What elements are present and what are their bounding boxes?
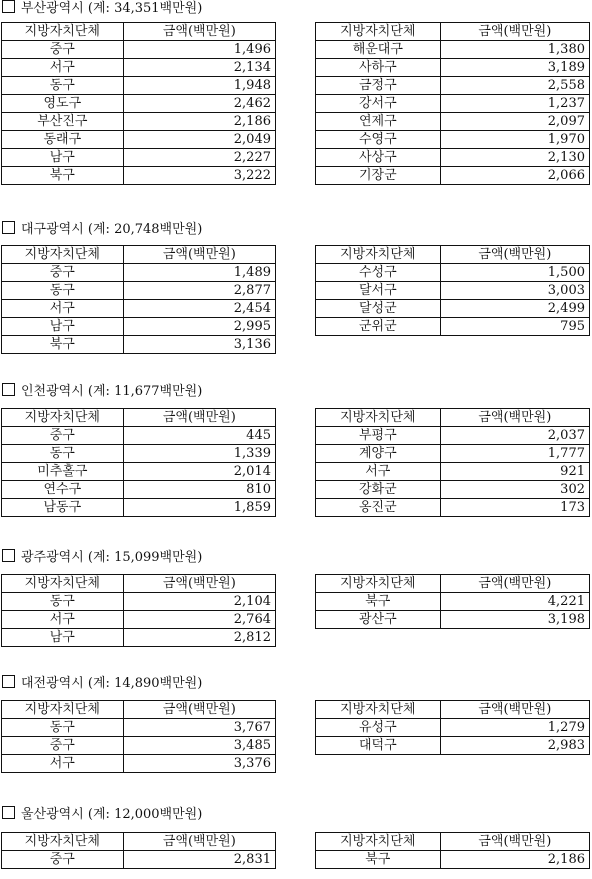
table-row	[316, 300, 590, 318]
column-header-amount: 금액(백만원)	[440, 409, 589, 427]
municipality-name: 달서구	[316, 282, 441, 300]
table-row	[316, 59, 590, 77]
municipality-name: 유성구	[316, 719, 441, 737]
table-row	[2, 719, 276, 737]
table-row	[316, 95, 590, 113]
amount-value: 2,983	[440, 737, 589, 755]
table-row	[316, 131, 590, 149]
amount-value: 2,066	[440, 167, 589, 185]
municipality-name: 영도구	[2, 95, 124, 113]
municipality-name: 북구	[2, 336, 124, 354]
municipality-name: 강화군	[316, 481, 441, 499]
municipality-name: 중구	[2, 851, 124, 869]
municipality-name: 수영구	[316, 131, 441, 149]
table-row	[316, 445, 590, 463]
region-table-right	[315, 574, 590, 629]
column-header-amount: 금액(백만원)	[123, 409, 275, 427]
region-table-right	[315, 245, 590, 336]
column-header-name: 지방자치단체	[316, 701, 441, 719]
table-header-row	[316, 246, 590, 264]
table-row	[2, 41, 276, 59]
amount-value: 2,014	[123, 463, 275, 481]
section-title	[2, 806, 202, 824]
municipality-name: 동구	[2, 593, 124, 611]
amount-value: 2,186	[123, 113, 275, 131]
column-header-amount: 금액(백만원)	[123, 701, 275, 719]
column-header-amount: 금액(백만원)	[123, 575, 275, 593]
column-header-name: 지방자치단체	[2, 833, 124, 851]
table-row	[2, 755, 276, 773]
column-header-name: 지방자치단체	[2, 575, 124, 593]
amount-value: 1,777	[440, 445, 589, 463]
checkbox-icon	[2, 383, 15, 396]
table-row	[2, 629, 276, 647]
region-table-left	[1, 700, 276, 773]
table-row	[2, 427, 276, 445]
municipality-name: 옹진군	[316, 499, 441, 517]
municipality-name: 사하구	[316, 59, 441, 77]
municipality-name: 계양구	[316, 445, 441, 463]
amount-value: 2,134	[123, 59, 275, 77]
table-row	[2, 77, 276, 95]
table-row	[2, 167, 276, 185]
region-table-right	[315, 700, 590, 755]
amount-value: 2,462	[123, 95, 275, 113]
amount-value: 2,130	[440, 149, 589, 167]
municipality-name: 중구	[2, 41, 124, 59]
amount-value: 1,496	[123, 41, 275, 59]
column-header-name: 지방자치단체	[2, 246, 124, 264]
checkbox-icon	[2, 806, 15, 819]
table-row	[316, 463, 590, 481]
amount-value: 173	[440, 499, 589, 517]
amount-value: 1,279	[440, 719, 589, 737]
municipality-name: 기장군	[316, 167, 441, 185]
region-table-left	[1, 22, 276, 185]
column-header-amount: 금액(백만원)	[440, 575, 589, 593]
municipality-name: 동구	[2, 77, 124, 95]
table-row	[2, 113, 276, 131]
municipality-name: 북구	[316, 593, 441, 611]
section-title-text: 부산광역시 (계: 34,351백만원)	[21, 1, 203, 16]
municipality-name: 동구	[2, 445, 124, 463]
table-row	[316, 318, 590, 336]
column-header-amount: 금액(백만원)	[123, 23, 275, 41]
table-row	[316, 113, 590, 131]
table-row	[2, 445, 276, 463]
table-row	[2, 59, 276, 77]
table-row	[316, 149, 590, 167]
table-row	[316, 593, 590, 611]
table-row	[2, 851, 276, 869]
region-table-right	[315, 832, 590, 869]
municipality-name: 서구	[2, 300, 124, 318]
table-row	[316, 41, 590, 59]
amount-value: 921	[440, 463, 589, 481]
amount-value: 2,995	[123, 318, 275, 336]
amount-value: 3,376	[123, 755, 275, 773]
amount-value: 2,104	[123, 593, 275, 611]
table-row	[316, 851, 590, 869]
amount-value: 3,485	[123, 737, 275, 755]
column-header-amount: 금액(백만원)	[123, 833, 275, 851]
checkbox-icon	[2, 675, 15, 688]
table-row	[2, 593, 276, 611]
table-row	[2, 131, 276, 149]
municipality-name: 부산진구	[2, 113, 124, 131]
municipality-name: 북구	[2, 167, 124, 185]
section-title	[2, 221, 202, 239]
column-header-name: 지방자치단체	[316, 409, 441, 427]
table-row	[316, 499, 590, 517]
table-header-row	[2, 701, 276, 719]
amount-value: 1,380	[440, 41, 589, 59]
table-row	[2, 481, 276, 499]
amount-value: 2,877	[123, 282, 275, 300]
municipality-name: 대덕구	[316, 737, 441, 755]
checkbox-icon	[2, 549, 15, 562]
column-header-amount: 금액(백만원)	[440, 23, 589, 41]
section-title	[2, 0, 202, 18]
municipality-name: 동래구	[2, 131, 124, 149]
municipality-name: 북구	[316, 851, 441, 869]
table-row	[316, 282, 590, 300]
table-row	[316, 481, 590, 499]
table-header-row	[316, 23, 590, 41]
municipality-name: 중구	[2, 737, 124, 755]
amount-value: 2,049	[123, 131, 275, 149]
table-row	[2, 282, 276, 300]
amount-value: 3,767	[123, 719, 275, 737]
column-header-name: 지방자치단체	[2, 701, 124, 719]
amount-value: 2,227	[123, 149, 275, 167]
region-table-left	[1, 245, 276, 354]
amount-value: 810	[123, 481, 275, 499]
column-header-amount: 금액(백만원)	[440, 246, 589, 264]
municipality-name: 서구	[2, 755, 124, 773]
table-header-row	[316, 833, 590, 851]
section-title-text: 광주광역시 (계: 15,099백만원)	[21, 550, 203, 565]
municipality-name: 사상구	[316, 149, 441, 167]
column-header-name: 지방자치단체	[316, 833, 441, 851]
column-header-name: 지방자치단체	[316, 23, 441, 41]
municipality-name: 서구	[316, 463, 441, 481]
municipality-name: 서구	[2, 59, 124, 77]
amount-value: 302	[440, 481, 589, 499]
table-row	[316, 77, 590, 95]
municipality-name: 금정구	[316, 77, 441, 95]
section-title-text: 대구광역시 (계: 20,748백만원)	[21, 222, 203, 237]
table-row	[2, 611, 276, 629]
table-row	[316, 427, 590, 445]
municipality-name: 남동구	[2, 499, 124, 517]
amount-value: 1,489	[123, 264, 275, 282]
municipality-name: 동구	[2, 282, 124, 300]
amount-value: 1,237	[440, 95, 589, 113]
checkbox-icon	[2, 0, 15, 13]
table-row	[316, 737, 590, 755]
table-header-row	[316, 575, 590, 593]
amount-value: 2,499	[440, 300, 589, 318]
section-title-text: 대전광역시 (계: 14,890백만원)	[21, 676, 203, 691]
amount-value: 2,812	[123, 629, 275, 647]
municipality-name: 중구	[2, 427, 124, 445]
column-header-name: 지방자치단체	[316, 575, 441, 593]
amount-value: 1,970	[440, 131, 589, 149]
amount-value: 2,764	[123, 611, 275, 629]
checkbox-icon	[2, 221, 15, 234]
table-row	[316, 611, 590, 629]
region-table-left	[1, 832, 276, 869]
municipality-name: 부평구	[316, 427, 441, 445]
column-header-amount: 금액(백만원)	[440, 833, 589, 851]
municipality-name: 서구	[2, 611, 124, 629]
municipality-name: 달성군	[316, 300, 441, 318]
municipality-name: 연제구	[316, 113, 441, 131]
municipality-name: 수성구	[316, 264, 441, 282]
amount-value: 4,221	[440, 593, 589, 611]
amount-value: 3,136	[123, 336, 275, 354]
table-row	[2, 463, 276, 481]
municipality-name: 해운대구	[316, 41, 441, 59]
column-header-name: 지방자치단체	[2, 23, 124, 41]
amount-value: 1,500	[440, 264, 589, 282]
table-row	[316, 719, 590, 737]
table-header-row	[2, 833, 276, 851]
table-row	[2, 300, 276, 318]
amount-value: 795	[440, 318, 589, 336]
section-title	[2, 383, 202, 401]
column-header-amount: 금액(백만원)	[440, 701, 589, 719]
amount-value: 2,097	[440, 113, 589, 131]
table-header-row	[2, 575, 276, 593]
municipality-name: 강서구	[316, 95, 441, 113]
table-row	[2, 318, 276, 336]
amount-value: 2,454	[123, 300, 275, 318]
section-title	[2, 675, 202, 693]
region-table-right	[315, 22, 590, 185]
amount-value: 2,186	[440, 851, 589, 869]
amount-value: 2,831	[123, 851, 275, 869]
column-header-name: 지방자치단체	[316, 246, 441, 264]
column-header-amount: 금액(백만원)	[123, 246, 275, 264]
table-header-row	[2, 23, 276, 41]
amount-value: 445	[123, 427, 275, 445]
table-header-row	[316, 409, 590, 427]
table-row	[2, 264, 276, 282]
municipality-name: 광산구	[316, 611, 441, 629]
table-row	[2, 499, 276, 517]
table-header-row	[2, 246, 276, 264]
amount-value: 3,222	[123, 167, 275, 185]
municipality-name: 군위군	[316, 318, 441, 336]
municipality-name: 미추홀구	[2, 463, 124, 481]
municipality-name: 남구	[2, 149, 124, 167]
municipality-name: 중구	[2, 264, 124, 282]
municipality-name: 남구	[2, 318, 124, 336]
municipality-name: 연수구	[2, 481, 124, 499]
municipality-name: 남구	[2, 629, 124, 647]
table-row	[316, 264, 590, 282]
amount-value: 3,189	[440, 59, 589, 77]
amount-value: 1,948	[123, 77, 275, 95]
region-table-left	[1, 574, 276, 647]
amount-value: 3,003	[440, 282, 589, 300]
region-table-right	[315, 408, 590, 517]
municipality-name: 동구	[2, 719, 124, 737]
table-row	[2, 336, 276, 354]
section-title	[2, 549, 202, 567]
table-row	[2, 149, 276, 167]
region-table-left	[1, 408, 276, 517]
table-row	[316, 167, 590, 185]
section-title-text: 울산광역시 (계: 12,000백만원)	[21, 807, 203, 822]
column-header-name: 지방자치단체	[2, 409, 124, 427]
table-row	[2, 737, 276, 755]
amount-value: 1,339	[123, 445, 275, 463]
table-row	[2, 95, 276, 113]
amount-value: 2,037	[440, 427, 589, 445]
amount-value: 3,198	[440, 611, 589, 629]
section-title-text: 인천광역시 (계: 11,677백만원)	[21, 384, 203, 399]
table-header-row	[316, 701, 590, 719]
amount-value: 1,859	[123, 499, 275, 517]
table-header-row	[2, 409, 276, 427]
amount-value: 2,558	[440, 77, 589, 95]
